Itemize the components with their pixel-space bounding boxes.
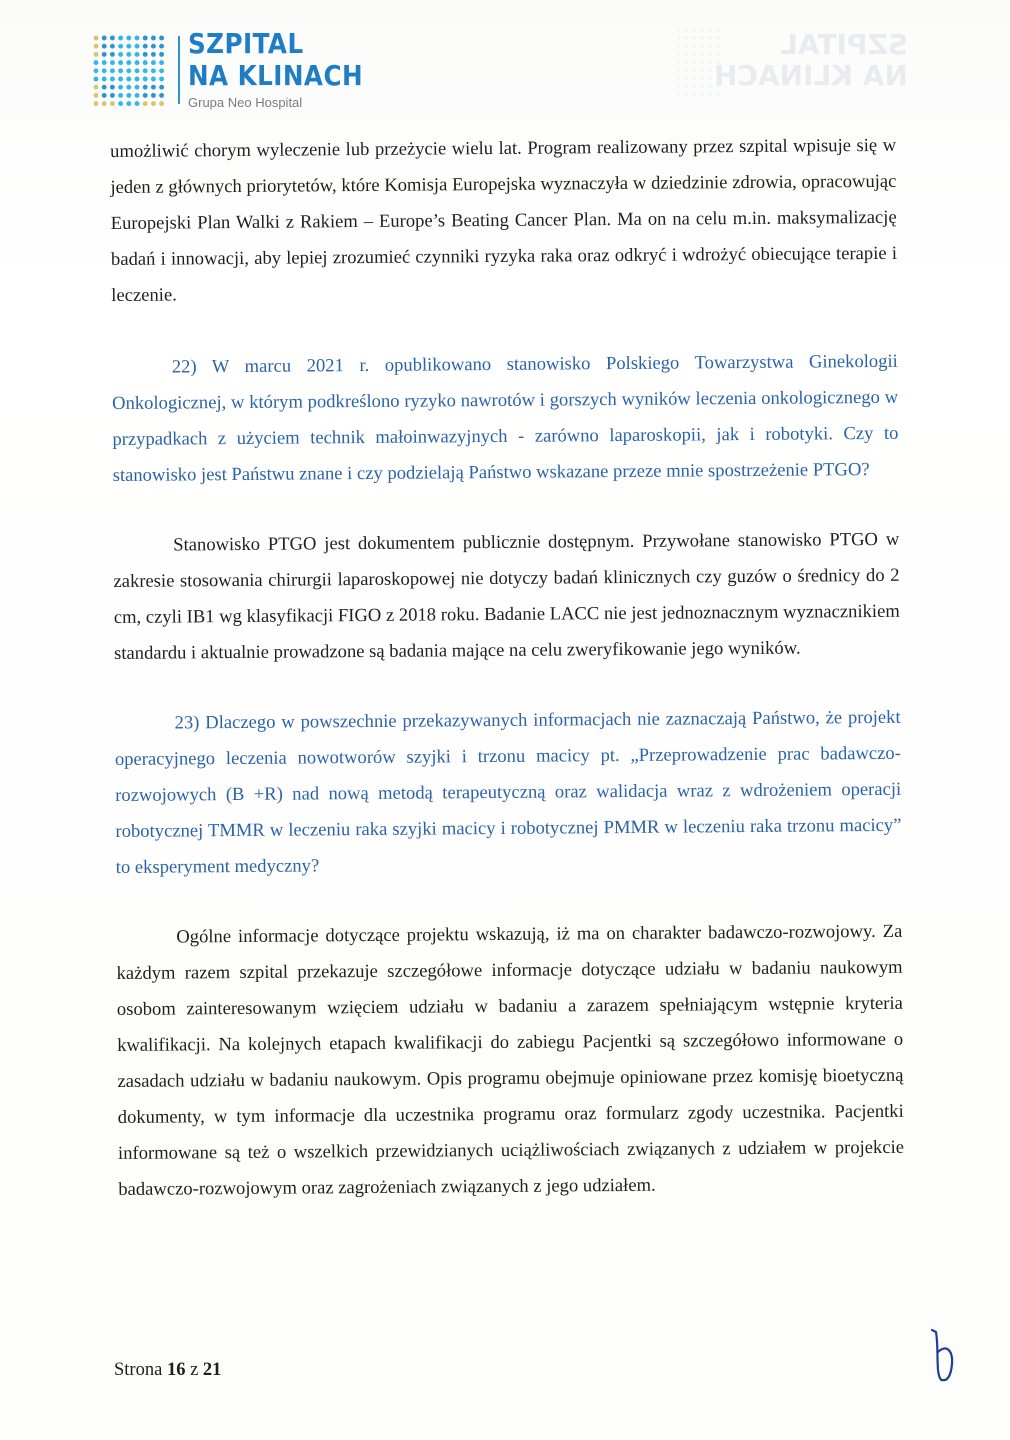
logo-dot bbox=[126, 93, 131, 98]
logo-dot bbox=[159, 60, 164, 65]
logo-dot bbox=[102, 77, 107, 82]
logo-dot bbox=[159, 93, 164, 98]
document-body bbox=[110, 128, 904, 1208]
logo-dot bbox=[135, 44, 140, 49]
logo-dot bbox=[126, 85, 131, 90]
logo-dot bbox=[143, 36, 148, 41]
logo-dot bbox=[159, 52, 164, 57]
hospital-logo-mark-icon bbox=[92, 34, 170, 108]
logo-dot bbox=[118, 44, 123, 49]
logo-dot bbox=[118, 85, 123, 90]
logo-dot bbox=[151, 44, 156, 49]
logo-dot bbox=[159, 68, 164, 73]
logo-dot bbox=[126, 68, 131, 73]
logo-dot bbox=[151, 85, 156, 90]
logo-dot bbox=[151, 77, 156, 82]
logo-dot bbox=[110, 85, 115, 90]
logo-dot bbox=[151, 36, 156, 41]
logo-dot bbox=[159, 77, 164, 82]
logo-dot bbox=[151, 101, 156, 106]
show-through-logo-line2: NA KLINACH bbox=[714, 58, 908, 92]
logo-dot bbox=[94, 68, 99, 73]
logo-dot bbox=[135, 101, 140, 106]
logo-line-name: NA KLINACH bbox=[188, 59, 364, 92]
logo-dot bbox=[143, 85, 148, 90]
page-number-label: Strona bbox=[114, 1360, 163, 1380]
logo-dot bbox=[118, 68, 123, 73]
question-23: 23) Dlaczego w powszechnie przekazywanych informacjach nie zaznaczają Państwo, że projekt operacyjnego leczenia nowotworów szyjki i trzonu macicy pt. „Przeprowadzenie prac badawczo-rozwojowych (B +R) nad nową metodą terapeutyczną oraz walidacja wraz z wdrożeniem operacji robotycznej TMMR w leczeniu raka szyjki macicy i robotycznej PMMR w leczeniu raka trzonu macicy” to eksperyment medyczny? bbox=[114, 706, 902, 878]
hospital-logo-text bbox=[188, 27, 364, 110]
logo-dot bbox=[102, 101, 107, 106]
logo-dot bbox=[94, 85, 99, 90]
logo-dot bbox=[102, 36, 107, 41]
page-number-separator: z bbox=[190, 1360, 199, 1380]
handwritten-initial-signature bbox=[928, 1326, 962, 1386]
logo-dot bbox=[151, 52, 156, 57]
logo-dot bbox=[110, 52, 115, 57]
question-22: 22) W marcu 2021 r. opublikowano stanowisko Polskiego Towarzystwa Ginekologii Onkologicznej, w którym podkreślono ryzyko nawrotów i gorszych wyników leczenia onkologicznego w przypadkach z użyciem technik małoinwazyjnych - zarówno laparoskopii, jak i robotyki. Czy to stanowisko jest Państwu znane i czy podzielają Państwo wskazane przeze mnie spostrzeżenie PTGO? bbox=[112, 350, 899, 486]
logo-dot bbox=[151, 60, 156, 65]
answer-22: Stanowisko PTGO jest dokumentem publicznie dostępnym. Przywołane stanowisko PTGO w zakresie stosowania chirurgii laparoskopowej nie dotyczy badań klinicznych czy guzów o średnicy do 2 cm, czyli IB1 wg klasyfikacji FIGO z 2018 roku. Badanie LACC nie jest jednoznacznym wyznacznikiem standardu i aktualnie prowadzone są badania mające na celu zweryfikowanie jego wyników. bbox=[113, 528, 900, 664]
logo-dot bbox=[118, 52, 123, 57]
logo-dot bbox=[126, 60, 131, 65]
show-through-logo-text bbox=[714, 30, 908, 92]
logo-line-group: Grupa Neo Hospital bbox=[188, 95, 303, 110]
logo-dot bbox=[126, 77, 131, 82]
logo-dot bbox=[118, 60, 123, 65]
logo-dot bbox=[110, 60, 115, 65]
logo-dot bbox=[135, 93, 140, 98]
logo-line-hospital: SZPITAL bbox=[188, 27, 304, 60]
logo-dot bbox=[143, 68, 148, 73]
logo-dot bbox=[102, 93, 107, 98]
logo-dot bbox=[102, 85, 107, 90]
logo-dot bbox=[159, 44, 164, 49]
logo-dot bbox=[94, 101, 99, 106]
logo-dot bbox=[110, 68, 115, 73]
logo-dot bbox=[94, 60, 99, 65]
logo-dot bbox=[135, 60, 140, 65]
logo-dot bbox=[110, 101, 115, 106]
logo-dot bbox=[110, 36, 115, 41]
logo-dot bbox=[102, 52, 107, 57]
logo-dot bbox=[102, 44, 107, 49]
logo-dot bbox=[143, 44, 148, 49]
intro-paragraph: umożliwić chorym wyleczenie lub przeżycie wielu lat. Program realizowany przez szpital wpisuje się w jeden z głównych priorytetów, które Komisja Europejska wyznaczyła w dziedzinie zdrowia, opracowując Europejski Plan Walki z Rakiem – Europe’s Beating Cancer Plan. Ma on na celu m.in. maksymalizację badań i innowacji, aby lepiej zrozumieć czynniki ryzyka raka oraz odkryć i wdrożyć obiecujące terapie i leczenie. bbox=[110, 134, 898, 306]
logo-dot bbox=[118, 36, 123, 41]
show-through-logo-line1: SZPITAL bbox=[780, 28, 908, 61]
page-number-current: 16 bbox=[166, 1360, 186, 1380]
logo-dot bbox=[102, 68, 107, 73]
logo-dot bbox=[135, 36, 140, 41]
show-through-logo bbox=[678, 20, 918, 120]
logo-dot bbox=[159, 101, 164, 106]
page-number-footer bbox=[114, 1360, 221, 1381]
logo-dot bbox=[151, 93, 156, 98]
logo-dot bbox=[143, 93, 148, 98]
logo-dot bbox=[118, 101, 123, 106]
logo-dot bbox=[135, 85, 140, 90]
page-number-total: 21 bbox=[202, 1360, 222, 1380]
answer-23: Ogólne informacje dotyczące projektu wskazują, iż ma on charakter badawczo-rozwojowy. Za każdym razem szpital przekazuje szczegółowe informacje dotyczące udziału w badaniu naukowym osobom zainteresowanym wzięciem udziału w badaniu a zarazem spełniającym wstępnie kryteria kwalifikacji. Na kolejnych etapach kwalifikacji do zabiegu Pacjentki są szczegółowo informowane o zasadach udziału w badaniu naukowym. Opis programu obejmuje opiniowane przez komisję bioetyczną dokumenty, w tym informacje dla uczestnika programu oraz formularz zgody uczestnika. Pacjentki informowane są też o wszelkich przewidzianych uciążliwościach związanych z udziałem w projekcie badawczo-rozwojowym oraz zagrożeniach związanych z jego udziałem. bbox=[116, 920, 905, 1200]
logo-dot bbox=[159, 36, 164, 41]
logo-dot bbox=[118, 77, 123, 82]
logo-dot bbox=[159, 85, 164, 90]
logo-dot bbox=[143, 101, 148, 106]
logo-dot bbox=[143, 77, 148, 82]
logo-dot bbox=[143, 60, 148, 65]
logo-dot bbox=[110, 77, 115, 82]
logo-dot bbox=[110, 44, 115, 49]
logo-dot bbox=[135, 52, 140, 57]
logo-dot bbox=[94, 93, 99, 98]
logo-dot bbox=[118, 93, 123, 98]
logo-dot bbox=[102, 60, 107, 65]
logo-dot bbox=[94, 77, 99, 82]
logo-dot bbox=[151, 68, 156, 73]
logo-divider bbox=[178, 36, 180, 104]
logo-dot bbox=[94, 36, 99, 41]
logo-dot bbox=[135, 77, 140, 82]
logo-dot bbox=[126, 101, 131, 106]
logo-dot bbox=[110, 93, 115, 98]
logo-dot bbox=[94, 44, 99, 49]
logo-dot bbox=[126, 36, 131, 41]
logo-dot bbox=[126, 52, 131, 57]
logo-dot bbox=[135, 68, 140, 73]
logo-dot bbox=[94, 52, 99, 57]
document-header bbox=[92, 27, 364, 114]
logo-dot bbox=[143, 52, 148, 57]
logo-dot bbox=[126, 44, 131, 49]
